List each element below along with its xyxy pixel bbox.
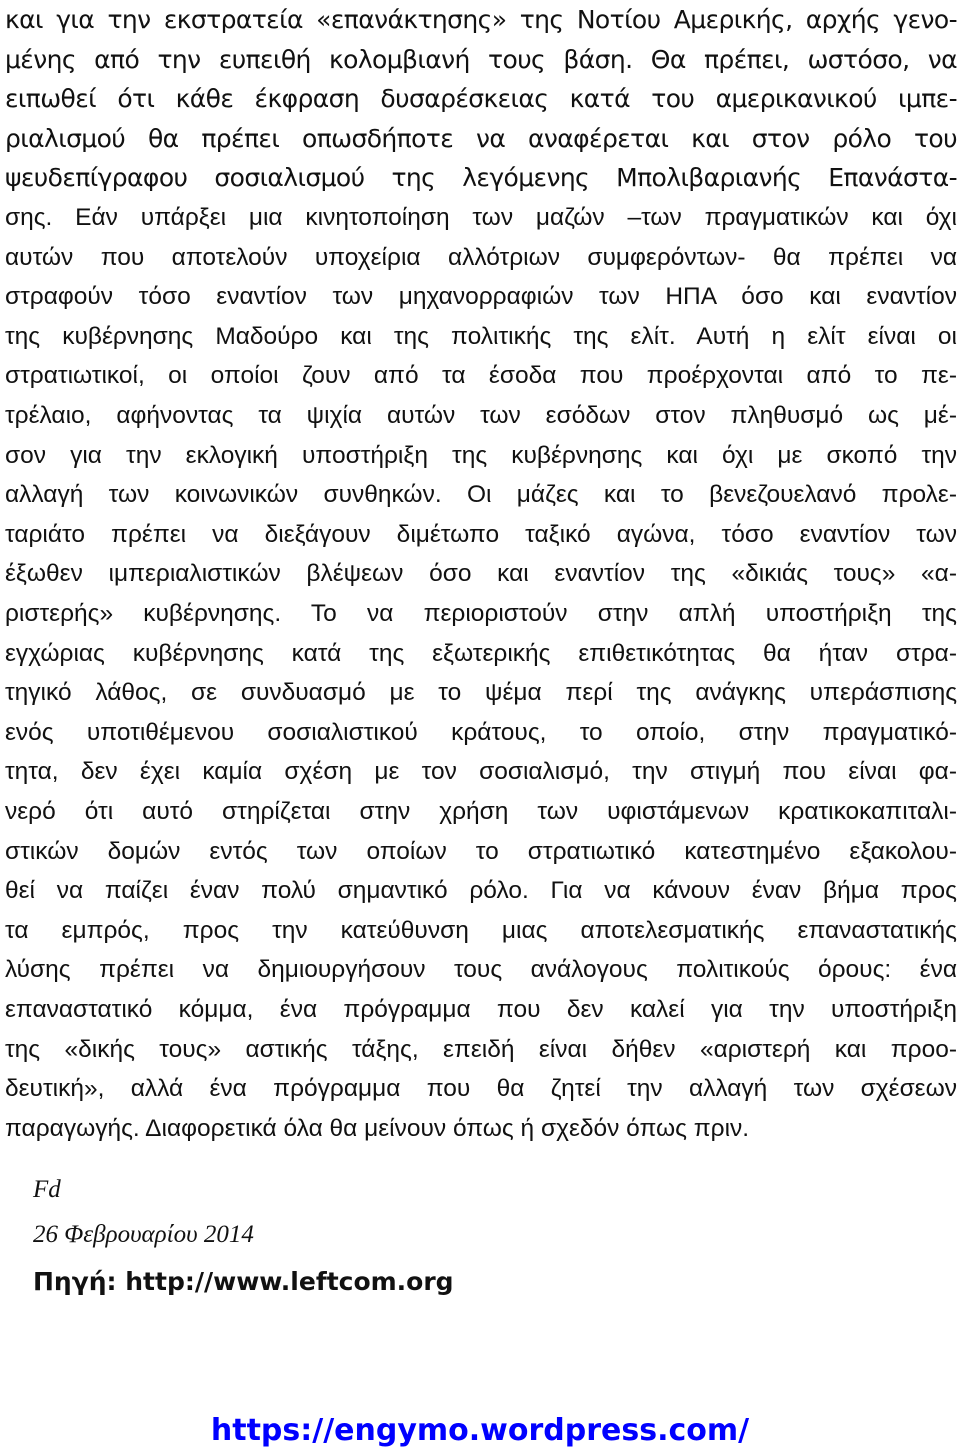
article-line: της κυβέρνησης Μαδούρο και της πολιτικής της ελίτ. Αυτή η ελίτ είναι οι	[5, 322, 957, 350]
article-line: λύσης πρέπει να δημιουργήσουν τους ανάλογους πολιτικούς όρους: ένα	[5, 956, 957, 984]
publication-date: 26 Φεβρουαρίου 2014	[33, 1221, 254, 1248]
article-line: τητα, δεν έχει καμία σχέση με τον σοσιαλισμό, την στιγμή που είναι φα-	[5, 758, 957, 786]
article-line: της «δικής τους» αστικής τάξης, επειδή είναι δήθεν «αριστερή και προο-	[5, 1035, 957, 1063]
article-line: ριαλισμού θα πρέπει οπωσδήποτε να αναφέρεται και στον ρόλο του	[5, 123, 957, 153]
article-line: νερό ότι αυτό στηρίζεται στην χρήση των υφιστάμενων κρατικοκαπιταλι-	[5, 798, 957, 825]
article-line: έξωθεν ιμπεριαλιστικών βλέψεων όσο και εναντίον της «δικιάς τους» «α-	[5, 560, 957, 588]
article-line: ψευδεπίγραφου σοσιαλισμού της λεγόμενης Μπολιβαριανής Επανάστα-	[5, 163, 957, 193]
author-signature: Fd	[33, 1176, 61, 1203]
article-line: θεί να παίζει έναν πολύ σημαντικό ρόλο. Για να κάνουν έναν βήμα προς	[5, 877, 957, 905]
article-line: εγχώριας κυβέρνησης κατά της εξωτερικής επιθετικότητας θα ήταν στρα-	[5, 639, 957, 667]
footer-link[interactable]	[0, 1409, 960, 1453]
article-line: παραγωγής. Διαφορετικά όλα θα μείνουν όπως ή σχεδόν όπως πριν.	[5, 1114, 750, 1142]
article-line: επαναστατικό κόμμα, ένα πρόγραμμα που δεν καλεί για την υποστήριξη	[5, 996, 957, 1023]
article-line: δευτική», αλλά ένα πρόγραμμα που θα ζητεί την αλλαγή των σχέσεων	[5, 1075, 957, 1103]
article-line: ενός υποτιθέμενου σοσιαλιστικού κράτους, το οποίο, στην πραγματικό-	[5, 718, 957, 746]
article-line: αυτών που αποτελούν υποχείρια αλλότριων συμφερόντων- θα πρέπει να	[5, 243, 957, 271]
article-line: ριστερής» κυβέρνησης. Το να περιοριστούν στην απλή υποστήριξη της	[5, 600, 957, 627]
article-line: στραφούν τόσο εναντίον των μηχανορραφιών των ΗΠΑ όσο και εναντίον	[5, 283, 957, 311]
article-line: σης. Εάν υπάρξει μια κινητοποίηση των μαζών –των πραγματικών και όχι	[5, 204, 957, 231]
article-line: και για την εκστρατεία «επανάκτησης» της Νοτίου Αμερικής, αρχής γενο-	[5, 5, 957, 34]
article-line: αλλαγή των κοινωνικών συνθηκών. Οι μάζες και το βενεζουελανό προλε-	[5, 481, 957, 509]
footer-link-text[interactable]: https://engymo.wordpress.com/	[210, 1413, 750, 1448]
article-line: μένης από την ευπειθή κολομβιανή τους βάση. Θα πρέπει, ωστόσο, να	[5, 44, 957, 74]
article-line: τα εμπρός, προς την κατεύθυνση μιας αποτελεσματικής επαναστατικής	[5, 916, 957, 944]
article-line: στικών δομών εντός των οποίων το στρατιωτικό κατεστημένο εξακολου-	[5, 837, 957, 865]
source-line: Πηγή: http://www.leftcom.org	[33, 1267, 454, 1296]
article-line: τρέλαιο, αφήνοντας τα ψιχία αυτών των εσόδων στον πληθυσμό ως μέ-	[5, 402, 957, 429]
article-line: τηγικό λάθος, σε συνδυασμό με το ψέμα περί της ανάγκης υπεράσπισης	[5, 679, 957, 707]
article-line: στρατιωτικοί, οι οποίοι ζουν από τα έσοδα που προέρχονται από το πε-	[5, 362, 957, 390]
article-line: σον για την εκλογική υποστήριξη της κυβέρνησης και όχι με σκοπό την	[5, 441, 957, 469]
article-line: ταριάτο πρέπει να διεξάγουν διμέτωπο ταξικό αγώνα, τόσο εναντίον των	[5, 520, 957, 548]
article-line: ειπωθεί ότι κάθε έκφραση δυσαρέσκειας κατά του αμερικανικού ιμπε-	[5, 84, 957, 114]
